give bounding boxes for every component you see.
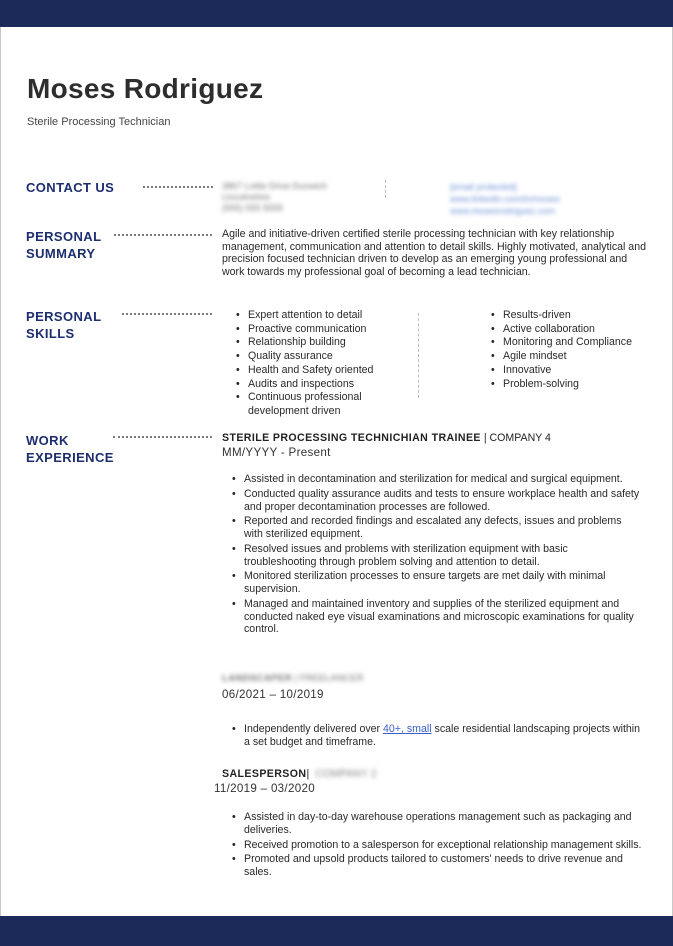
contact-links[interactable] <box>450 181 560 217</box>
section-experience-heading: WORK EXPERIENCE <box>26 433 114 465</box>
list-item: • Proactive communication <box>236 323 396 337</box>
section-contact-heading: CONTACT US <box>26 180 115 195</box>
list-item: • Resolved issues and problems with sterilization equipment with basic troubleshooting through problem solving and attention to detail. <box>232 543 642 568</box>
list-item: • Continuous professional development driven <box>236 391 396 418</box>
job-3-duties <box>232 811 642 881</box>
address-line-2: Lincolnshire <box>222 192 271 202</box>
list-item: • Agile mindset <box>491 350 661 364</box>
list-item: • Innovative <box>491 364 661 378</box>
list-item: • Promoted and upsold products tailored to customers' needs to drive revenue and sales. <box>232 853 642 878</box>
list-item: • Health and Safety oriented <box>236 364 396 378</box>
linkedin-link[interactable]: www.linkedin.com/in/moses <box>450 194 561 204</box>
list-item: • Monitoring and Compliance <box>491 336 661 350</box>
list-item: • Monitored sterilization processes to ensure targets are met daily with minimal supervision. <box>232 570 642 595</box>
summary-text: Agile and initiative-driven certified sterile processing technician with key relationship management, communication and attention to detail skills. Highly motivated, analytical and precision focused technician driven to develop as an emerging young professional and work towards my professional goal of becoming a lead technician. <box>222 228 646 278</box>
website-link[interactable]: www.mosesrodriguez.com <box>450 206 556 216</box>
list-item: • Conducted quality assurance audits and tests to ensure workplace health and safety and proper decontamination processes are followed. <box>232 488 642 513</box>
job-1-company: COMPANY 4 <box>489 432 551 444</box>
list-item: • Expert attention to detail <box>236 309 396 323</box>
bottom-band <box>0 916 673 946</box>
contact-leader-dots <box>143 186 213 188</box>
list-item: • Assisted in day-to-day warehouse operations management such as packaging and deliveries. <box>232 811 642 836</box>
top-band <box>0 0 673 27</box>
job-1-date: MM/YYYY - Present <box>222 446 331 459</box>
list-item: • Managed and maintained inventory and supplies of the sterilized equipment and conducted naked eye visual examinations and microscopic examinations for quality control. <box>232 598 642 636</box>
job-1-duties <box>232 473 642 638</box>
experience-leader-dots <box>113 436 212 438</box>
job-2-company: FREELANCER <box>299 673 364 684</box>
job-3-date: 11/2019 – 03/2020 <box>214 782 315 795</box>
contact-address <box>222 181 327 214</box>
contact-divider <box>385 180 386 198</box>
list-item: • Received promotion to a salesperson for exceptional relationship management skills. <box>232 839 642 852</box>
duty-highlight-link[interactable]: 40+, small <box>383 723 432 735</box>
job-1-heading: STERILE PROCESSING TECHNICHIAN TRAINEE | COMPANY 4 <box>222 432 551 444</box>
email-link[interactable]: [email protected] <box>450 182 517 192</box>
list-item: • Relationship building <box>236 336 396 350</box>
list-item: • Reported and recorded findings and escalated any defects, issues and problems with sterilized equipment. <box>232 515 642 540</box>
list-item: • Assisted in decontamination and sterilization for medical and surgical equipment. <box>232 473 642 486</box>
skills-leader-dots <box>122 313 212 315</box>
job-3-title: SALESPERSON <box>222 768 307 780</box>
job-3-heading: SALESPERSON| COMPANY 2 <box>222 768 377 780</box>
list-item: • Problem-solving <box>491 378 661 392</box>
phone-number: (555) 555 5555 <box>222 203 284 213</box>
list-item: • Results-driven <box>491 309 661 323</box>
skills-list-left <box>236 309 396 419</box>
summary-leader-dots <box>114 234 212 236</box>
skills-divider <box>418 313 419 398</box>
address-line-1: 3867 Lottie Drive Dunwich <box>222 181 328 191</box>
job-2-date: 06/2021 – 10/2019 <box>222 688 324 701</box>
job-2-heading: LANDSCAPER | FREELANCER <box>222 673 364 684</box>
list-item: • Active collaboration <box>491 323 661 337</box>
job-2-duties <box>232 723 642 751</box>
skills-list-right <box>491 309 661 391</box>
section-summary-heading: PERSONAL SUMMARY <box>26 229 102 261</box>
list-item: • Independently delivered over 40+, small scale residential landscaping projects within a set budget and timeframe. <box>232 723 642 748</box>
page-edge-left <box>0 27 1 916</box>
job-1-title: STERILE PROCESSING TECHNICHIAN TRAINEE <box>222 432 481 444</box>
job-2-title: LANDSCAPER <box>222 673 292 684</box>
candidate-title: Sterile Processing Technician <box>27 116 171 128</box>
candidate-name: Moses Rodriguez <box>27 73 264 104</box>
list-item: • Quality assurance <box>236 350 396 364</box>
job-3-company: COMPANY 2 <box>315 768 377 780</box>
list-item: • Audits and inspections <box>236 378 396 392</box>
section-skills-heading: PERSONAL SKILLS <box>26 309 102 341</box>
